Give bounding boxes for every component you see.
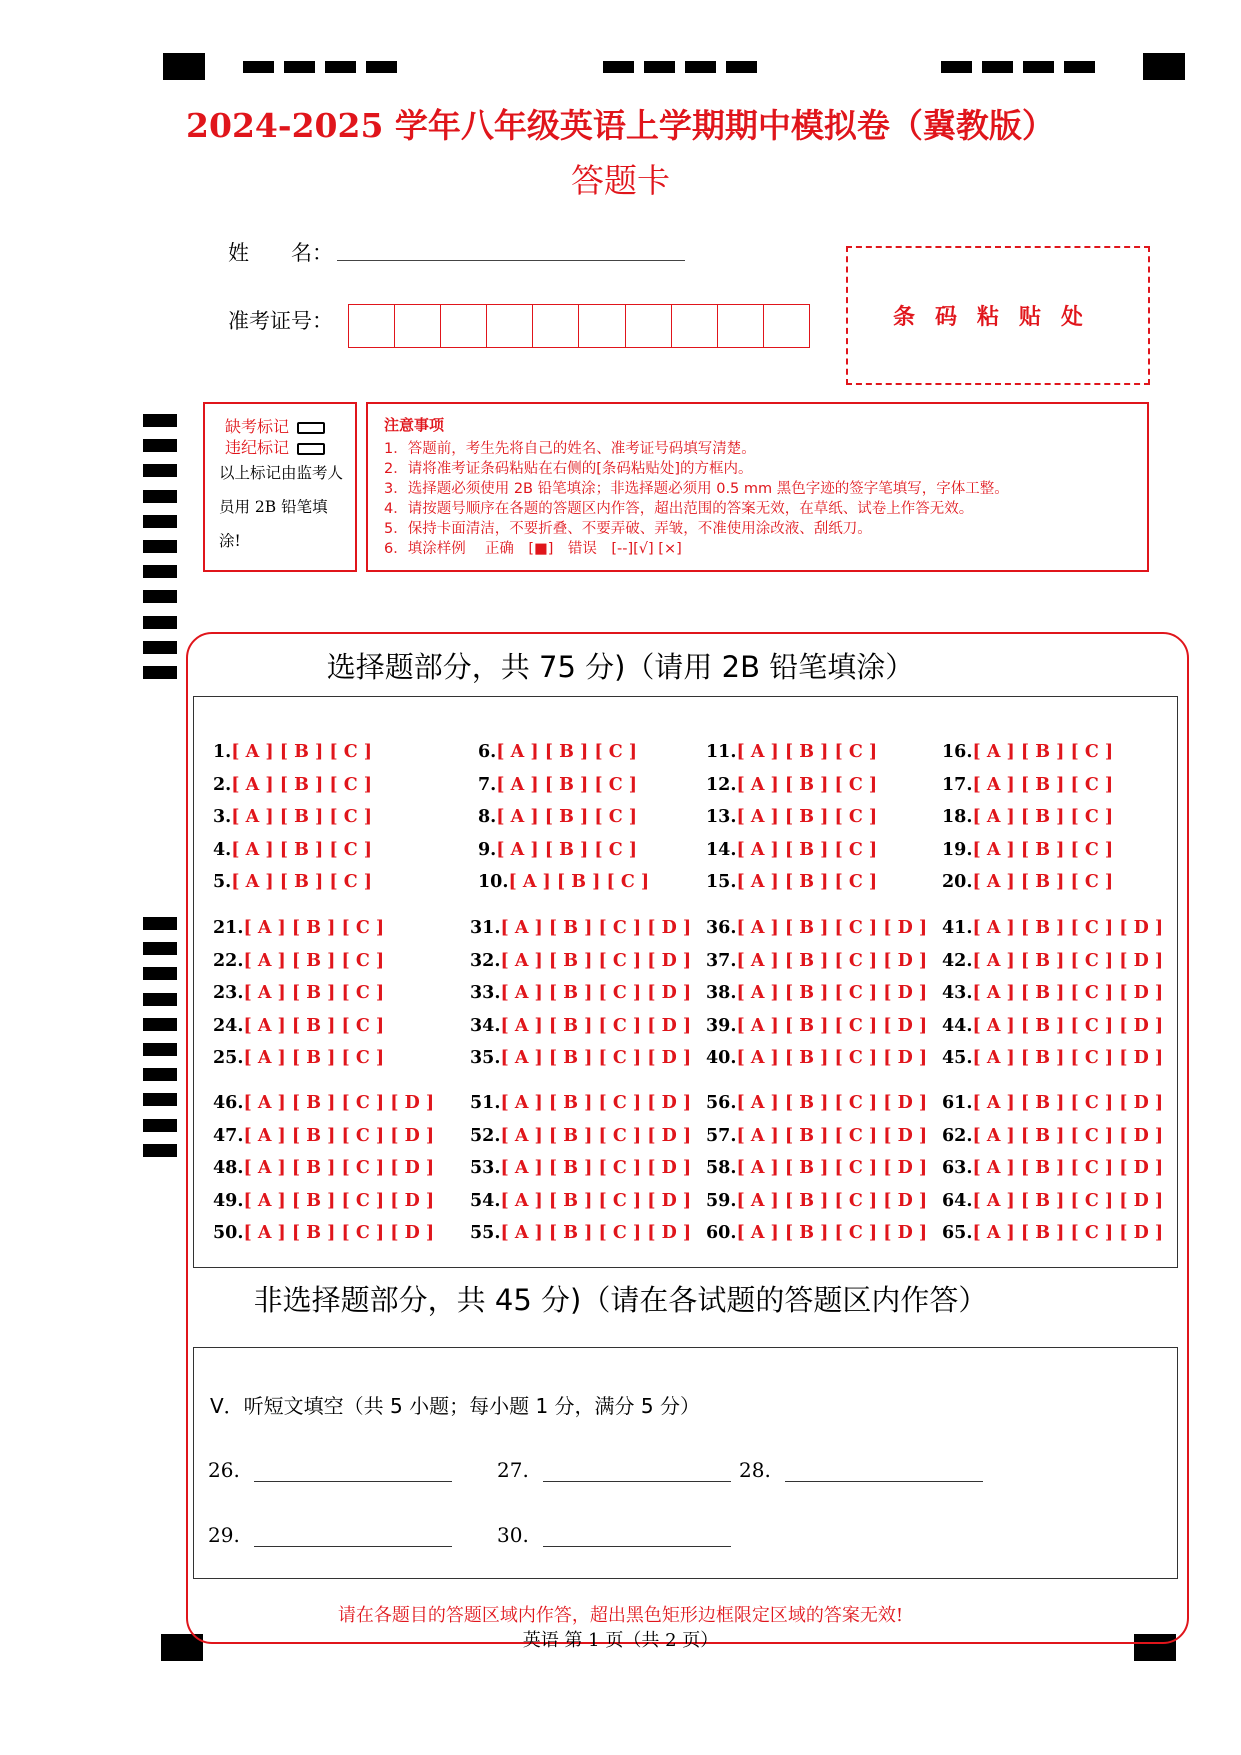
question-number: 62. bbox=[942, 1125, 973, 1146]
question-number: 58. bbox=[706, 1158, 737, 1179]
answer-options[interactable]: [ A ] [ B ] [ C ] [ D ] bbox=[736, 1093, 928, 1113]
question-item[interactable] bbox=[213, 775, 372, 795]
question-item[interactable] bbox=[478, 840, 637, 860]
timing-mark bbox=[143, 967, 177, 980]
question-number: 52. bbox=[470, 1125, 501, 1146]
question-number: 16. bbox=[942, 742, 973, 762]
answer-options[interactable]: [ A ] [ B ] [ C ] bbox=[496, 774, 637, 795]
question-item[interactable] bbox=[706, 1191, 927, 1211]
timing-mark bbox=[143, 1043, 177, 1056]
answer-options[interactable]: [ A ] [ B ] [ C ] [ D ] bbox=[736, 1190, 928, 1211]
question-item[interactable] bbox=[213, 951, 384, 971]
timing-mark bbox=[143, 1068, 177, 1081]
question-item[interactable] bbox=[213, 918, 384, 938]
question-number: 15. bbox=[706, 872, 737, 893]
question-item[interactable] bbox=[470, 1093, 691, 1113]
timing-mark bbox=[143, 490, 177, 503]
question-item[interactable] bbox=[942, 742, 1113, 762]
notes-item: 3．选择题必须使用 2B 铅笔填涂；非选择题必须用 0.5 mm 黑色字迹的签字笔填写，字体工整。 bbox=[384, 481, 1009, 497]
question-item[interactable] bbox=[942, 918, 1163, 938]
answer-options[interactable]: [ A ] [ B ] [ C ] [ D ] bbox=[736, 950, 928, 971]
question-number: 60. bbox=[706, 1223, 737, 1244]
choice-section-title: 选择题部分，共 75 分)（请用 2B 铅笔填涂） bbox=[326, 650, 915, 684]
notes-item: 5．保持卡面清洁，不要折叠、不要弄破、弄皱，不准使用涂改液、刮纸刀。 bbox=[384, 521, 872, 537]
timing-mark bbox=[143, 439, 177, 452]
timing-mark bbox=[243, 61, 274, 73]
question-item[interactable] bbox=[470, 951, 691, 971]
answer-options[interactable]: [ A ] [ B ] [ C ] bbox=[243, 918, 385, 938]
question-number: 56. bbox=[706, 1093, 737, 1113]
question-number: 48. bbox=[213, 1158, 244, 1179]
question-number: 59. bbox=[706, 1190, 737, 1211]
answer-options[interactable]: [ A ] [ B ] [ C ] [ D ] bbox=[972, 1125, 1164, 1146]
question-item[interactable] bbox=[942, 1016, 1163, 1036]
answer-options[interactable]: [ A ] [ B ] [ C ] [ D ] bbox=[243, 1093, 435, 1113]
page-title: 2024-2025 学年八年级英语上学期期中模拟卷（冀教版） bbox=[186, 106, 1055, 145]
answer-options[interactable]: [ A ] [ B ] [ C ] [ D ] bbox=[500, 1190, 692, 1211]
question-number: 47. bbox=[213, 1125, 244, 1146]
question-number: 22. bbox=[213, 950, 244, 971]
timing-mark bbox=[143, 616, 177, 629]
barcode-label: 条码粘贴处 bbox=[892, 305, 1103, 330]
question-item[interactable] bbox=[478, 807, 637, 827]
question-number: 19. bbox=[942, 839, 973, 860]
question-number: 32. bbox=[470, 950, 501, 971]
notes-box bbox=[366, 402, 1149, 572]
question-number: 63. bbox=[942, 1158, 973, 1179]
answer-options[interactable]: [ A ] [ B ] [ C ] [ D ] bbox=[972, 918, 1164, 938]
answer-options[interactable]: [ A ] [ B ] [ C ] bbox=[972, 839, 1114, 860]
answer-options[interactable]: [ A ] [ B ] [ C ] [ D ] bbox=[500, 950, 692, 971]
question-item[interactable] bbox=[213, 1126, 434, 1146]
timing-mark bbox=[143, 917, 177, 930]
question-number: 3. bbox=[213, 807, 232, 828]
answer-options[interactable]: [ A ] [ B ] [ C ] [ D ] bbox=[972, 1015, 1164, 1036]
answer-options[interactable]: [ A ] [ B ] [ C ] bbox=[972, 774, 1114, 795]
answer-options[interactable]: [ A ] [ B ] [ C ] bbox=[231, 742, 372, 762]
question-item[interactable] bbox=[478, 872, 649, 892]
answer-options[interactable]: [ A ] [ B ] [ C ] [ D ] bbox=[500, 1223, 692, 1244]
timing-mark bbox=[685, 61, 716, 73]
question-number: 40. bbox=[706, 1048, 737, 1069]
answer-options[interactable]: [ A ] [ B ] [ C ] bbox=[972, 872, 1114, 893]
answer-options[interactable]: [ A ] [ B ] [ C ] [ D ] bbox=[972, 983, 1164, 1004]
question-item[interactable] bbox=[942, 1126, 1163, 1146]
id-label: 准考证号： bbox=[228, 309, 333, 333]
question-item[interactable] bbox=[942, 1191, 1163, 1211]
question-item[interactable] bbox=[470, 918, 691, 938]
question-number: 36. bbox=[706, 918, 737, 938]
question-number: 13. bbox=[706, 807, 737, 828]
notes-item: 1．答题前，考生先将自己的姓名、准考证号码填写清楚。 bbox=[384, 441, 756, 457]
answer-options[interactable]: [ A ] [ B ] [ C ] [ D ] bbox=[972, 1158, 1164, 1179]
timing-mark bbox=[143, 1144, 177, 1157]
answer-options[interactable]: [ A ] [ B ] [ C ] [ D ] bbox=[500, 983, 692, 1004]
answer-options[interactable]: [ A ] [ B ] [ C ] [ D ] bbox=[243, 1190, 435, 1211]
question-number: 2. bbox=[213, 774, 232, 795]
absent-label: 缺考标记 bbox=[225, 417, 290, 436]
answer-options[interactable]: [ A ] [ B ] [ C ] [ D ] bbox=[972, 1190, 1164, 1211]
question-item[interactable] bbox=[706, 840, 877, 860]
answer-options[interactable]: [ A ] [ B ] [ C ] [ D ] bbox=[500, 918, 692, 938]
part-v-title: V．听短文填空（共 5 小题；每小题 1 分，满分 5 分） bbox=[210, 1394, 700, 1418]
question-number: 37. bbox=[706, 950, 737, 971]
answer-options[interactable]: [ A ] [ B ] [ C ] [ D ] bbox=[736, 1223, 928, 1244]
violation-label: 违纪标记 bbox=[225, 438, 290, 457]
question-number: 10. bbox=[478, 872, 509, 893]
question-item[interactable] bbox=[706, 1223, 927, 1243]
question-number: 12. bbox=[706, 774, 737, 795]
question-item[interactable] bbox=[942, 1223, 1163, 1243]
timing-mark bbox=[644, 61, 675, 73]
question-number: 38. bbox=[706, 983, 737, 1004]
question-item[interactable] bbox=[706, 1016, 927, 1036]
question-number: 49. bbox=[213, 1190, 244, 1211]
timing-mark bbox=[143, 590, 177, 603]
question-item[interactable] bbox=[213, 1093, 434, 1113]
question-item[interactable] bbox=[478, 775, 637, 795]
question-item[interactable] bbox=[706, 1048, 927, 1068]
question-number: 1. bbox=[213, 742, 232, 762]
timing-mark bbox=[726, 61, 757, 73]
question-number: 11. bbox=[706, 742, 737, 762]
question-item[interactable] bbox=[942, 1048, 1163, 1068]
question-number: 9. bbox=[478, 839, 497, 860]
absent-note: 以上标记由监考人员用 2B 铅笔填涂! bbox=[219, 464, 344, 550]
answer-options[interactable]: [ A ] [ B ] [ C ] [ D ] bbox=[972, 950, 1164, 971]
answer-options[interactable]: [ A ] [ B ] [ C ] [ D ] bbox=[500, 1093, 692, 1113]
timing-mark bbox=[143, 993, 177, 1006]
question-number: 20. bbox=[942, 872, 973, 893]
question-number: 35. bbox=[470, 1048, 501, 1069]
question-number: 4. bbox=[213, 839, 232, 860]
question-number: 45. bbox=[942, 1048, 973, 1069]
blank-26[interactable]: 26. bbox=[208, 1458, 452, 1482]
id-number-grid[interactable] bbox=[348, 304, 810, 348]
answer-options[interactable]: [ A ] [ B ] [ C ] [ D ] bbox=[736, 1015, 928, 1036]
question-number: 7. bbox=[478, 774, 497, 795]
answer-options[interactable]: [ A ] [ B ] [ C ] bbox=[231, 774, 372, 795]
answer-options[interactable]: [ A ] [ B ] [ C ] [ D ] bbox=[500, 1048, 692, 1069]
answer-options[interactable]: [ A ] [ B ] [ C ] bbox=[496, 807, 637, 828]
answer-options[interactable]: [ A ] [ B ] [ C ] [ D ] bbox=[736, 918, 928, 938]
answer-options[interactable]: [ A ] [ B ] [ C ] bbox=[243, 950, 385, 971]
name-label: 姓 名： bbox=[228, 241, 333, 265]
alignment-mark bbox=[1143, 53, 1185, 80]
blank-28[interactable]: 28. bbox=[739, 1458, 983, 1482]
question-number: 21. bbox=[213, 918, 244, 938]
question-number: 51. bbox=[470, 1093, 501, 1113]
question-item[interactable] bbox=[213, 872, 372, 892]
question-item[interactable] bbox=[942, 807, 1113, 827]
question-number: 54. bbox=[470, 1190, 501, 1211]
warning-text: 请在各题目的答题区域内作答，超出黑色矩形边框限定区域的答案无效! bbox=[337, 1605, 904, 1626]
question-item[interactable] bbox=[470, 1016, 691, 1036]
name-field[interactable] bbox=[337, 260, 685, 261]
question-item[interactable] bbox=[706, 1093, 927, 1113]
timing-mark bbox=[143, 414, 177, 427]
question-item[interactable] bbox=[470, 1191, 691, 1211]
question-number: 25. bbox=[213, 1048, 244, 1069]
question-item[interactable] bbox=[470, 1048, 691, 1068]
absent-mark-box bbox=[203, 402, 357, 572]
question-item[interactable] bbox=[942, 840, 1113, 860]
answer-options[interactable]: [ A ] [ B ] [ C ] [ D ] bbox=[500, 1158, 692, 1179]
answer-options[interactable]: [ A ] [ B ] [ C ] [ D ] bbox=[736, 983, 928, 1004]
question-item[interactable] bbox=[478, 742, 637, 762]
answer-options[interactable]: [ A ] [ B ] [ C ] [ D ] bbox=[243, 1125, 435, 1146]
notes-item: 2．请将准考证条码粘贴在右侧的[条码粘贴处]的方框内。 bbox=[384, 461, 753, 477]
answer-options[interactable]: [ A ] [ B ] [ C ] [ D ] bbox=[736, 1158, 928, 1179]
question-item[interactable] bbox=[470, 1126, 691, 1146]
answer-options[interactable]: [ A ] [ B ] [ C ] bbox=[243, 983, 385, 1004]
page-subtitle: 答题卡 bbox=[571, 161, 670, 200]
question-number: 31. bbox=[470, 918, 501, 938]
timing-mark bbox=[366, 61, 397, 73]
question-item[interactable] bbox=[942, 872, 1113, 892]
answer-options[interactable]: [ A ] [ B ] [ C ] bbox=[736, 839, 878, 860]
question-item[interactable] bbox=[942, 983, 1163, 1003]
timing-mark bbox=[603, 61, 634, 73]
question-number: 61. bbox=[942, 1093, 973, 1113]
alignment-mark bbox=[163, 53, 205, 80]
question-number: 23. bbox=[213, 983, 244, 1004]
timing-mark bbox=[143, 515, 177, 528]
answer-options[interactable]: [ A ] [ B ] [ C ] bbox=[243, 1015, 385, 1036]
timing-mark bbox=[1023, 61, 1054, 73]
answer-options[interactable]: [ A ] [ B ] [ C ] [ D ] bbox=[736, 1125, 928, 1146]
question-item[interactable] bbox=[706, 1158, 927, 1178]
timing-mark bbox=[143, 1018, 177, 1031]
question-number: 64. bbox=[942, 1190, 973, 1211]
question-number: 44. bbox=[942, 1015, 973, 1036]
question-item[interactable] bbox=[706, 742, 877, 762]
question-number: 43. bbox=[942, 983, 973, 1004]
question-item[interactable] bbox=[213, 1191, 434, 1211]
question-item[interactable] bbox=[213, 1158, 434, 1178]
violation-checkbox[interactable] bbox=[297, 443, 325, 455]
timing-mark bbox=[143, 1093, 177, 1106]
question-item[interactable] bbox=[706, 807, 877, 827]
answer-options[interactable]: [ A ] [ B ] [ C ] bbox=[736, 872, 878, 893]
question-number: 65. bbox=[942, 1223, 973, 1244]
question-number: 39. bbox=[706, 1015, 737, 1036]
timing-mark bbox=[1064, 61, 1095, 73]
question-number: 34. bbox=[470, 1015, 501, 1036]
nonchoice-section-title: 非选择题部分，共 45 分)（请在各试题的答题区内作答） bbox=[253, 1283, 988, 1317]
question-item[interactable] bbox=[706, 983, 927, 1003]
answer-options[interactable]: [ A ] [ B ] [ C ] bbox=[231, 872, 372, 893]
answer-options[interactable]: [ A ] [ B ] [ C ] bbox=[736, 774, 878, 795]
answer-options[interactable]: [ A ] [ B ] [ C ] [ D ] bbox=[972, 1093, 1164, 1113]
answer-options[interactable]: [ A ] [ B ] [ C ] [ D ] bbox=[736, 1048, 928, 1069]
question-number: 55. bbox=[470, 1223, 501, 1244]
answer-options[interactable]: [ A ] [ B ] [ C ] bbox=[736, 807, 878, 828]
timing-mark bbox=[143, 565, 177, 578]
blank-30[interactable]: 30. bbox=[497, 1523, 731, 1547]
answer-options[interactable]: [ A ] [ B ] [ C ] [ D ] bbox=[972, 1048, 1164, 1069]
answer-options[interactable]: [ A ] [ B ] [ C ] bbox=[496, 839, 637, 860]
timing-mark bbox=[284, 61, 315, 73]
question-number: 24. bbox=[213, 1015, 244, 1036]
question-item[interactable] bbox=[470, 1223, 691, 1243]
question-number: 46. bbox=[213, 1093, 244, 1113]
timing-mark bbox=[325, 61, 356, 73]
answer-options[interactable]: [ A ] [ B ] [ C ] bbox=[972, 807, 1114, 828]
answer-options[interactable]: [ A ] [ B ] [ C ] bbox=[231, 807, 372, 828]
barcode-area bbox=[846, 246, 1150, 385]
answer-options[interactable]: [ A ] [ B ] [ C ] bbox=[243, 1048, 385, 1069]
question-item[interactable] bbox=[213, 1048, 384, 1068]
timing-mark bbox=[982, 61, 1013, 73]
question-item[interactable] bbox=[706, 872, 877, 892]
page-footer: 英语 第 1 页（共 2 页） bbox=[522, 1630, 719, 1651]
notes-item: 4．请按题号顺序在各题的答题区内作答，超出范围的答案无效，在草纸、试卷上作答无效。 bbox=[384, 501, 974, 517]
question-number: 33. bbox=[470, 983, 501, 1004]
question-number: 57. bbox=[706, 1125, 737, 1146]
question-number: 6. bbox=[478, 742, 497, 762]
question-item[interactable] bbox=[213, 742, 372, 762]
question-item[interactable] bbox=[470, 1158, 691, 1178]
question-item[interactable] bbox=[706, 918, 927, 938]
question-number: 41. bbox=[942, 918, 973, 938]
question-number: 18. bbox=[942, 807, 973, 828]
question-number: 42. bbox=[942, 950, 973, 971]
question-item[interactable] bbox=[213, 1016, 384, 1036]
question-number: 8. bbox=[478, 807, 497, 828]
answer-options[interactable]: [ A ] [ B ] [ C ] bbox=[231, 839, 372, 860]
answer-options[interactable]: [ A ] [ B ] [ C ] bbox=[508, 872, 650, 893]
timing-mark bbox=[941, 61, 972, 73]
question-item[interactable] bbox=[942, 951, 1163, 971]
answer-options[interactable]: [ A ] [ B ] [ C ] bbox=[736, 742, 878, 762]
absent-checkbox[interactable] bbox=[297, 422, 325, 434]
question-item[interactable] bbox=[213, 1223, 434, 1243]
question-number: 17. bbox=[942, 774, 973, 795]
answer-options[interactable]: [ A ] [ B ] [ C ] bbox=[496, 742, 637, 762]
question-item[interactable] bbox=[942, 1158, 1163, 1178]
blank-27[interactable]: 27. bbox=[497, 1458, 731, 1482]
timing-mark bbox=[143, 942, 177, 955]
answer-options[interactable]: [ A ] [ B ] [ C ] [ D ] bbox=[500, 1125, 692, 1146]
answer-options[interactable]: [ A ] [ B ] [ C ] [ D ] bbox=[972, 1223, 1164, 1244]
question-item[interactable] bbox=[942, 775, 1113, 795]
question-item[interactable] bbox=[470, 983, 691, 1003]
question-item[interactable] bbox=[942, 1093, 1163, 1113]
timing-mark bbox=[143, 464, 177, 477]
question-number: 50. bbox=[213, 1223, 244, 1244]
answer-options[interactable]: [ A ] [ B ] [ C ] [ D ] bbox=[500, 1015, 692, 1036]
question-item[interactable] bbox=[706, 775, 877, 795]
question-number: 14. bbox=[706, 839, 737, 860]
question-item[interactable] bbox=[213, 807, 372, 827]
notes-item: 6．填涂样例 正确 [■] 错误 [--][√] [×] bbox=[384, 541, 682, 557]
answer-options[interactable]: [ A ] [ B ] [ C ] [ D ] bbox=[243, 1158, 435, 1179]
question-item[interactable] bbox=[706, 951, 927, 971]
timing-mark bbox=[143, 540, 177, 553]
question-number: 53. bbox=[470, 1158, 501, 1179]
question-item[interactable] bbox=[213, 983, 384, 1003]
answer-options[interactable]: [ A ] [ B ] [ C ] bbox=[972, 742, 1114, 762]
answer-options[interactable]: [ A ] [ B ] [ C ] [ D ] bbox=[243, 1223, 435, 1244]
notes-title: 注意事项 bbox=[384, 416, 445, 434]
question-item[interactable] bbox=[706, 1126, 927, 1146]
blank-29[interactable]: 29. bbox=[208, 1523, 452, 1547]
question-number: 5. bbox=[213, 872, 232, 893]
timing-mark bbox=[143, 1119, 177, 1132]
question-item[interactable] bbox=[213, 840, 372, 860]
